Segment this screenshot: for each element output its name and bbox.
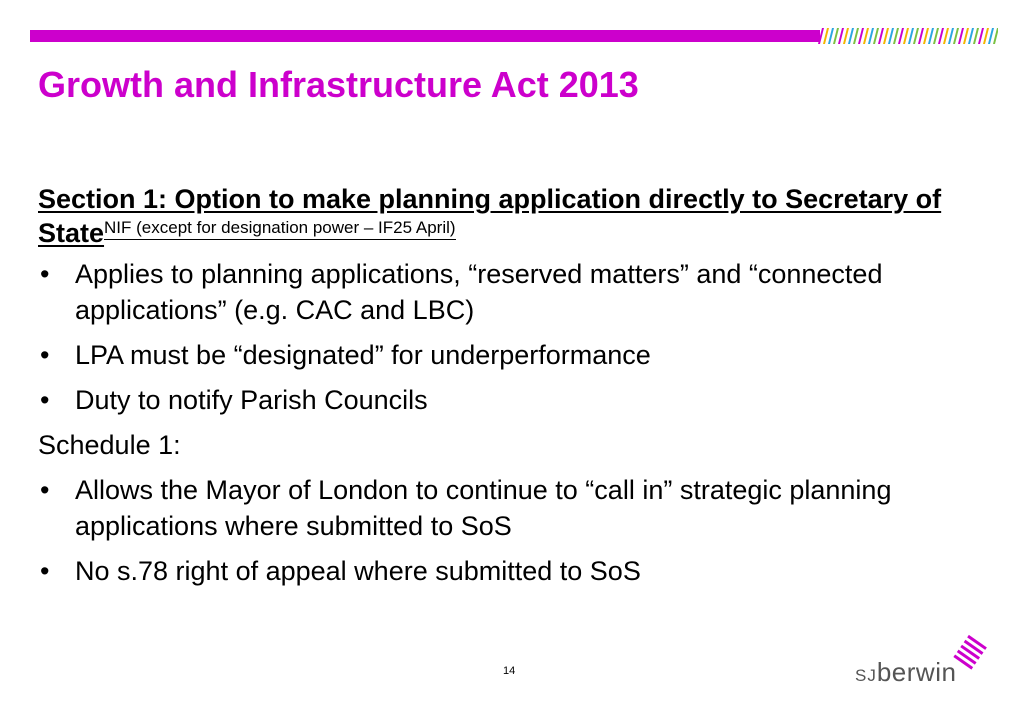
list-item: • No s.78 right of appeal where submitted to SoS	[38, 553, 958, 589]
stripe	[943, 28, 949, 44]
bullet-icon: •	[40, 259, 50, 289]
stripe	[868, 28, 874, 44]
schedule-1-bullet-list	[38, 472, 958, 589]
stripe	[828, 28, 834, 44]
stripe	[833, 28, 839, 44]
logo-mark-icon	[950, 630, 992, 672]
stripe	[988, 28, 994, 44]
stripe	[873, 28, 879, 44]
stripe	[923, 28, 929, 44]
bullet-icon: •	[40, 340, 50, 370]
list-item: • Allows the Mayor of London to continue to “call in” strategic planning applications where submitted to SoS	[38, 472, 958, 544]
stripe	[878, 28, 884, 44]
stripe	[848, 28, 854, 44]
stripe	[893, 28, 899, 44]
stripe	[843, 28, 849, 44]
bullet-icon: •	[40, 475, 50, 505]
stripe	[838, 28, 844, 44]
list-item: • Duty to notify Parish Councils	[38, 382, 958, 418]
stripe	[913, 28, 919, 44]
stripe	[983, 28, 989, 44]
top-accent-bar	[30, 30, 820, 42]
stripe	[953, 28, 959, 44]
stripe	[818, 28, 824, 44]
sj-berwin-logo	[855, 630, 995, 690]
section-1-heading-text: Section 1: Option to make planning application directly to Secretary of State	[38, 184, 942, 248]
list-item: • Applies to planning applications, “reserved matters” and “connected applications” (e.g. CAC and LBC)	[38, 256, 958, 328]
slide-title: Growth and Infrastructure Act 2013	[38, 64, 639, 105]
decorative-stripe-band	[818, 28, 998, 44]
stripe	[978, 28, 984, 44]
stripe	[863, 28, 869, 44]
section-1-note: NIF (except for designation power – IF25 April)	[104, 218, 456, 240]
stripe	[928, 28, 934, 44]
bullet-icon: •	[40, 556, 50, 586]
stripe	[933, 28, 939, 44]
list-item: • LPA must be “designated” for underperformance	[38, 337, 958, 373]
schedule-1-heading: Schedule 1:	[38, 430, 181, 460]
stripe	[823, 28, 829, 44]
stripe	[908, 28, 914, 44]
stripe	[973, 28, 979, 44]
stripe	[938, 28, 944, 44]
bullet-icon: •	[40, 385, 50, 415]
stripe	[948, 28, 954, 44]
stripe	[858, 28, 864, 44]
stripe	[963, 28, 969, 44]
stripe	[918, 28, 924, 44]
logo-wordmark: SJberwin	[855, 657, 957, 687]
page-number: 14	[503, 665, 516, 677]
stripe	[903, 28, 909, 44]
stripe	[958, 28, 964, 44]
section-1-bullet-list	[38, 256, 958, 418]
stripe	[898, 28, 904, 44]
stripe	[888, 28, 894, 44]
stripe	[968, 28, 974, 44]
stripe	[853, 28, 859, 44]
section-1-heading	[38, 182, 958, 250]
stripe	[993, 28, 998, 44]
stripe	[883, 28, 889, 44]
slide-content	[38, 182, 958, 598]
